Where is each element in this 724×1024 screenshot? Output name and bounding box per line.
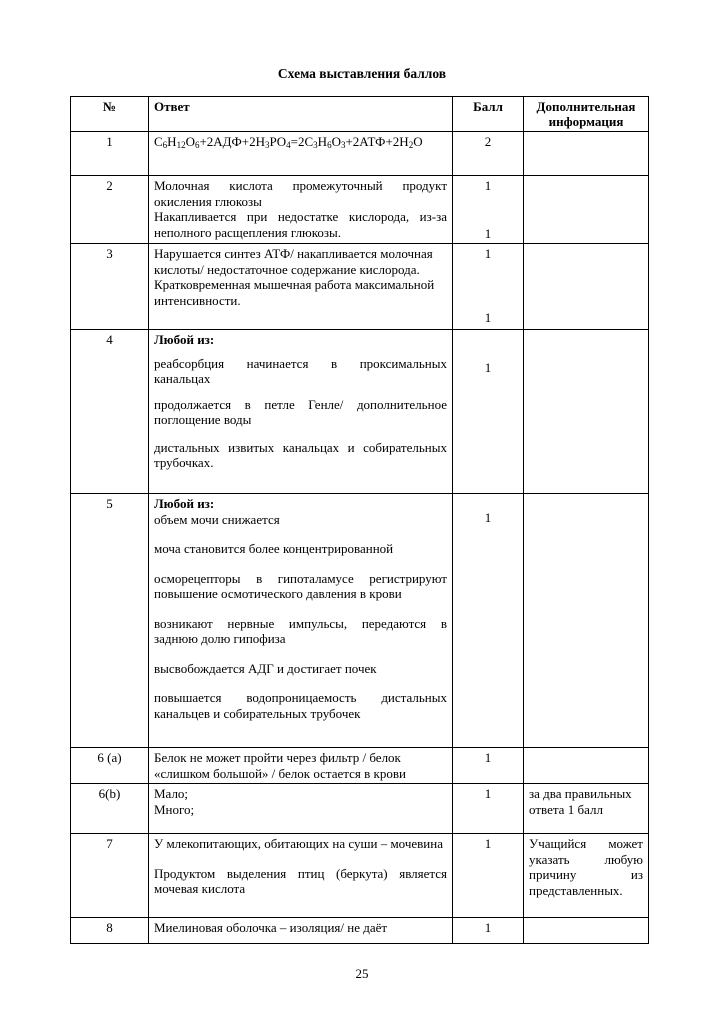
row-info: [524, 132, 649, 176]
row-info: [524, 918, 649, 944]
formula: $C_6H_{12}O_6+2АДФ+2H_3PO_4=2C_3H_6O_3+2АТФ+2H_2O$: [154, 134, 423, 150]
page-number: 25: [355, 966, 369, 981]
header-points: Балл: [453, 97, 524, 132]
row-answer: Молочная кислота промежуточный продукт окисления глюкозы Накапливается при недостатке кислорода, из-за неполного расщепления глюкозы.: [149, 176, 453, 244]
row-info: [524, 494, 649, 748]
header-num: №: [71, 97, 149, 132]
row-num: 6(b): [71, 784, 149, 834]
row-info: [524, 748, 649, 784]
row-info: за два правильных ответа 1 балл: [524, 784, 649, 834]
table-row: [71, 330, 649, 494]
row-points: 1: [453, 834, 524, 918]
row-num: 8: [71, 918, 149, 944]
row-info: [524, 330, 649, 494]
row-num: 1: [71, 132, 149, 176]
row-points: 1: [453, 784, 524, 834]
row-answer: У млекопитающих, обитающих на суши – мочевина Продуктом выделения птиц (беркута) является мочевая кислота: [149, 834, 453, 918]
row-answer: Миелиновая оболочка – изоляция/ не даёт: [149, 918, 453, 944]
row-info: [524, 176, 649, 244]
row-answer: [149, 132, 453, 176]
row-answer: Нарушается синтез АТФ/ накапливается молочная кислоты/ недостаточное содержание кислорода. Кратковременная мышечная работа максимальной интенсивности.: [149, 244, 453, 330]
row-points: 1 1: [453, 176, 524, 244]
row-answer: Мало; Много;: [149, 784, 453, 834]
table-row: [71, 748, 649, 784]
row-num: 5: [71, 494, 149, 748]
table-row: [71, 132, 649, 176]
table-row: [71, 244, 649, 330]
table-row: [71, 834, 649, 918]
table-row: [71, 494, 649, 748]
table-header-row: [71, 97, 649, 132]
row-answer: Любой из: объем мочи снижается моча становится более концентрированной осморецепторы в гипоталамусе регистрируют повышение осмотического давления в крови возникают нервные импульсы, передаются в заднюю долю гипофиза высвобождается АДГ и достигает почек повышается водопроницаемость дистальных канальцев и собирательных трубочек: [149, 494, 453, 748]
row-num: 6 (a): [71, 748, 149, 784]
header-answer: Ответ: [149, 97, 453, 132]
row-points: 1: [453, 918, 524, 944]
row-answer: Белок не может пройти через фильтр / белок «слишком большой» / белок остается в крови: [149, 748, 453, 784]
row-points: 1: [453, 494, 524, 748]
row-num: 4: [71, 330, 149, 494]
row-num: 3: [71, 244, 149, 330]
table-row: [71, 784, 649, 834]
table-row: [71, 176, 649, 244]
table-row: [71, 918, 649, 944]
row-answer: Любой из: реабсорбция начинается в проксимальных канальцах продолжается в петле Генле/ дополнительное поглощение воды дистальных извитых канальцах и собирательных трубочках.: [149, 330, 453, 494]
header-info: Дополнительная информация: [524, 97, 649, 132]
page-title: Схема выставления баллов: [277, 66, 447, 81]
row-num: 7: [71, 834, 149, 918]
row-info: [524, 244, 649, 330]
row-num: 2: [71, 176, 149, 244]
row-points: 1: [453, 748, 524, 784]
row-info: Учащийся может указать любую причину из представленных.: [524, 834, 649, 918]
row-points: 1 1: [453, 244, 524, 330]
row-points: 2: [453, 132, 524, 176]
row-points: 1: [453, 330, 524, 494]
scoring-table: [70, 96, 649, 944]
